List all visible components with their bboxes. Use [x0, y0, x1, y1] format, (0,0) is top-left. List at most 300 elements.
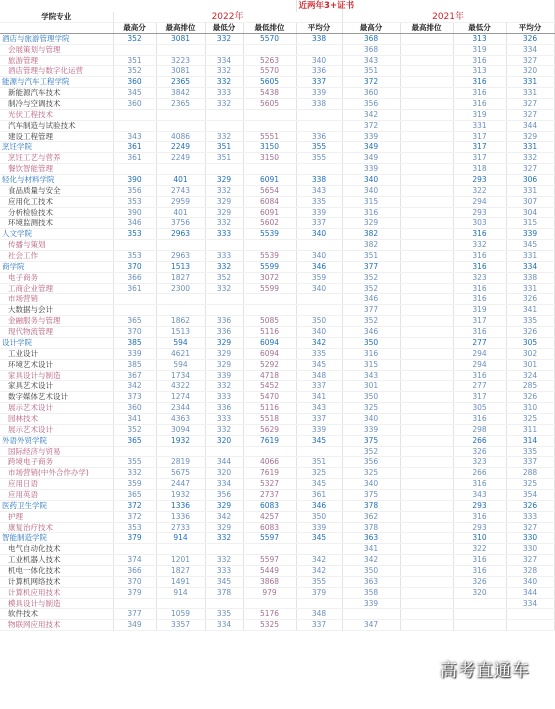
score-cell: 307 — [506, 196, 554, 207]
score-cell — [400, 424, 453, 435]
score-cell: 1059 — [156, 609, 205, 620]
major-row — [0, 316, 554, 327]
score-cell — [113, 44, 156, 55]
score-cell: 4621 — [156, 348, 205, 359]
column-header-row — [0, 23, 554, 34]
major-row — [0, 66, 554, 77]
major-name: 新能源汽车技术 — [0, 88, 113, 99]
score-cell: 327 — [506, 164, 554, 175]
score-cell: 339 — [113, 348, 156, 359]
major-row — [0, 44, 554, 55]
score-cell: 329 — [205, 337, 243, 348]
score-cell: 339 — [342, 424, 400, 435]
score-cell: 345 — [296, 359, 342, 370]
score-cell: 1932 — [156, 435, 205, 446]
score-cell: 5176 — [243, 609, 296, 620]
major-name: 大数据与会计 — [0, 305, 113, 316]
score-cell: 7619 — [243, 468, 296, 479]
score-cell — [296, 544, 342, 555]
score-cell: 377 — [342, 261, 400, 272]
score-cell: 1513 — [156, 261, 205, 272]
score-cell: 3357 — [156, 620, 205, 631]
score-cell — [400, 196, 453, 207]
score-cell: 339 — [205, 370, 243, 381]
score-cell: 338 — [506, 272, 554, 283]
score-cell: 293 — [453, 522, 506, 533]
score-cell: 328 — [506, 565, 554, 576]
score-cell: 336 — [205, 403, 243, 414]
score-cell: 363 — [342, 533, 400, 544]
score-cell: 341 — [113, 413, 156, 424]
score-cell: 343 — [342, 55, 400, 66]
score-cell — [205, 598, 243, 609]
college-name: 酒店与旅游管理学院 — [0, 33, 113, 44]
score-cell: 5597 — [243, 555, 296, 566]
score-cell: 316 — [453, 294, 506, 305]
score-cell — [400, 348, 453, 359]
score-cell: 343 — [113, 131, 156, 142]
score-cell: 3223 — [156, 55, 205, 66]
score-cell: 336 — [296, 66, 342, 77]
score-cell — [243, 120, 296, 131]
score-cell: 3081 — [156, 66, 205, 77]
college-name: 设计学院 — [0, 337, 113, 348]
score-cell: 341 — [506, 305, 554, 316]
score-cell: 3756 — [156, 218, 205, 229]
score-cell — [453, 598, 506, 609]
score-cell: 277 — [453, 381, 506, 392]
major-row — [0, 218, 554, 229]
score-cell: 339 — [342, 131, 400, 142]
score-cell: 322 — [453, 185, 506, 196]
score-cell: 337 — [296, 620, 342, 631]
score-cell: 340 — [296, 327, 342, 338]
score-cell: 337 — [296, 381, 342, 392]
score-cell: 5605 — [243, 77, 296, 88]
score-cell: 349 — [342, 142, 400, 153]
score-cell: 338 — [296, 99, 342, 110]
score-cell — [205, 164, 243, 175]
score-cell: 352 — [205, 272, 243, 283]
score-cell: 375 — [342, 489, 400, 500]
score-cell — [400, 164, 453, 175]
major-row — [0, 164, 554, 175]
score-cell — [243, 446, 296, 457]
score-cell: 325 — [506, 479, 554, 490]
score-cell: 332 — [205, 533, 243, 544]
score-cell: 5085 — [243, 316, 296, 327]
score-cell: 304 — [506, 207, 554, 218]
score-cell: 333 — [205, 413, 243, 424]
score-cell: 331 — [506, 88, 554, 99]
score-cell — [113, 109, 156, 120]
score-cell: 344 — [506, 120, 554, 131]
score-cell: 350 — [342, 337, 400, 348]
watermark-logo-text: 高考直通车 — [440, 661, 530, 681]
score-cell: 329 — [205, 359, 243, 370]
score-cell — [296, 120, 342, 131]
major-row — [0, 251, 554, 262]
major-name: 传播与策划 — [0, 240, 113, 251]
score-cell: 347 — [342, 620, 400, 631]
score-cell: 329 — [205, 522, 243, 533]
score-cell: 335 — [296, 348, 342, 359]
score-cell: 360 — [113, 77, 156, 88]
major-row — [0, 283, 554, 294]
score-cell: 293 — [453, 500, 506, 511]
major-name: 展示艺术设计 — [0, 403, 113, 414]
score-cell: 2365 — [156, 99, 205, 110]
score-cell: 302 — [506, 348, 554, 359]
score-cell: 365 — [113, 316, 156, 327]
score-cell: 332 — [205, 555, 243, 566]
score-cell — [400, 522, 453, 533]
score-cell — [205, 109, 243, 120]
score-cell: 351 — [342, 251, 400, 262]
college-row — [0, 142, 554, 153]
score-cell: 340 — [506, 576, 554, 587]
score-cell: 5539 — [243, 229, 296, 240]
score-cell: 4718 — [243, 370, 296, 381]
score-cell: 336 — [205, 316, 243, 327]
score-cell: 327 — [506, 522, 554, 533]
score-cell — [243, 164, 296, 175]
year-2022-label: 2022年 — [113, 12, 342, 23]
college-name: 外语外贸学院 — [0, 435, 113, 446]
score-cell — [156, 598, 205, 609]
score-cell — [400, 489, 453, 500]
score-cell: 1827 — [156, 565, 205, 576]
score-cell: 266 — [453, 435, 506, 446]
score-cell — [400, 175, 453, 186]
score-cell: 316 — [342, 348, 400, 359]
score-cell: 5675 — [156, 468, 205, 479]
score-cell: 6094 — [243, 337, 296, 348]
page-title: 近两年3+证书 — [296, 0, 342, 12]
score-cell: 316 — [453, 555, 506, 566]
major-name: 环境艺术设计 — [0, 359, 113, 370]
score-cell: 5629 — [243, 424, 296, 435]
score-cell: 361 — [113, 283, 156, 294]
score-cell: 344 — [205, 457, 243, 468]
score-cell: 355 — [296, 142, 342, 153]
score-cell — [400, 413, 453, 424]
score-cell: 5654 — [243, 185, 296, 196]
score-cell: 332 — [205, 218, 243, 229]
score-cell — [296, 294, 342, 305]
major-name: 园林技术 — [0, 413, 113, 424]
column-header: 最高分 — [342, 23, 400, 34]
score-cell — [400, 131, 453, 142]
major-row — [0, 598, 554, 609]
score-cell: 5597 — [243, 533, 296, 544]
score-cell: 338 — [296, 175, 342, 186]
score-cell: 332 — [205, 99, 243, 110]
score-cell: 333 — [506, 511, 554, 522]
score-cell — [400, 468, 453, 479]
score-cell — [243, 240, 296, 251]
score-cell: 329 — [205, 348, 243, 359]
score-cell: 379 — [113, 587, 156, 598]
score-cell: 345 — [506, 240, 554, 251]
score-cell — [400, 294, 453, 305]
score-cell — [400, 555, 453, 566]
college-row — [0, 500, 554, 511]
score-cell — [205, 294, 243, 305]
score-cell: 326 — [506, 500, 554, 511]
major-row — [0, 620, 554, 631]
score-cell: 1862 — [156, 316, 205, 327]
score-cell: 335 — [506, 316, 554, 327]
score-cell: 382 — [342, 240, 400, 251]
score-cell — [400, 33, 453, 44]
score-cell — [400, 500, 453, 511]
major-row — [0, 381, 554, 392]
college-name: 商学院 — [0, 261, 113, 272]
major-row — [0, 555, 554, 566]
score-cell — [400, 565, 453, 576]
score-cell: 333 — [205, 88, 243, 99]
score-cell: 5470 — [243, 392, 296, 403]
score-cell: 351 — [113, 55, 156, 66]
score-cell: 331 — [506, 185, 554, 196]
major-row — [0, 587, 554, 598]
score-cell: 344 — [506, 587, 554, 598]
score-cell: 345 — [296, 479, 342, 490]
score-cell: 355 — [296, 153, 342, 164]
column-header: 最低排位 — [243, 23, 296, 34]
score-cell: 350 — [296, 316, 342, 327]
score-cell: 348 — [296, 370, 342, 381]
score-cell: 329 — [205, 500, 243, 511]
major-name: 软件技术 — [0, 609, 113, 620]
score-cell — [296, 109, 342, 120]
score-cell: 3081 — [156, 33, 205, 44]
score-cell: 329 — [342, 218, 400, 229]
major-row — [0, 109, 554, 120]
score-cell — [296, 446, 342, 457]
score-cell: 353 — [113, 251, 156, 262]
major-row — [0, 327, 554, 338]
score-cell: 325 — [342, 468, 400, 479]
college-name: 医药卫生学院 — [0, 500, 113, 511]
score-cell: 316 — [453, 565, 506, 576]
score-cell: 366 — [113, 565, 156, 576]
score-cell: 351 — [205, 153, 243, 164]
score-cell: 1336 — [156, 511, 205, 522]
score-cell: 2963 — [156, 229, 205, 240]
score-cell: 326 — [453, 576, 506, 587]
score-cell: 345 — [113, 88, 156, 99]
score-cell — [400, 99, 453, 110]
score-cell: 313 — [453, 66, 506, 77]
major-name: 烹饪工艺与营养 — [0, 153, 113, 164]
score-cell: 316 — [453, 55, 506, 66]
score-cell — [400, 479, 453, 490]
score-cell: 3094 — [156, 424, 205, 435]
score-cell — [400, 153, 453, 164]
major-row — [0, 185, 554, 196]
score-cell: 294 — [453, 359, 506, 370]
major-name: 环境监测技术 — [0, 218, 113, 229]
score-cell: 390 — [113, 175, 156, 186]
score-cell: 1491 — [156, 576, 205, 587]
score-cell: 337 — [296, 218, 342, 229]
score-cell: 5327 — [243, 479, 296, 490]
score-cell: 294 — [453, 348, 506, 359]
score-cell: 315 — [342, 359, 400, 370]
score-cell: 356 — [113, 185, 156, 196]
score-cell — [156, 164, 205, 175]
major-name: 电子商务 — [0, 272, 113, 283]
score-cell — [400, 66, 453, 77]
score-cell: 340 — [342, 175, 400, 186]
score-cell: 346 — [296, 500, 342, 511]
score-cell: 314 — [506, 435, 554, 446]
score-cell: 5325 — [243, 620, 296, 631]
score-cell — [400, 446, 453, 457]
score-cell: 332 — [205, 424, 243, 435]
score-cell: 334 — [506, 261, 554, 272]
score-cell: 379 — [113, 533, 156, 544]
score-cell: 350 — [342, 565, 400, 576]
score-cell: 331 — [506, 251, 554, 262]
score-cell: 360 — [113, 99, 156, 110]
score-cell: 332 — [205, 261, 243, 272]
score-cell: 311 — [506, 424, 554, 435]
score-cell: 4257 — [243, 511, 296, 522]
score-cell: 2249 — [156, 153, 205, 164]
college-row — [0, 533, 554, 544]
score-cell: 351 — [205, 142, 243, 153]
score-cell: 335 — [205, 609, 243, 620]
major-name: 市场营销 — [0, 294, 113, 305]
score-cell — [156, 446, 205, 457]
score-cell: 365 — [113, 435, 156, 446]
score-cell — [296, 44, 342, 55]
score-cell: 356 — [342, 99, 400, 110]
score-cell: 327 — [506, 555, 554, 566]
score-cell: 370 — [113, 261, 156, 272]
score-cell: 332 — [453, 240, 506, 251]
score-cell: 349 — [342, 153, 400, 164]
major-name: 应用化工技术 — [0, 196, 113, 207]
score-cell: 342 — [296, 565, 342, 576]
major-name: 现代物流管理 — [0, 327, 113, 338]
score-cell: 348 — [296, 609, 342, 620]
score-cell: 340 — [296, 55, 342, 66]
major-name: 跨境电子商务 — [0, 457, 113, 468]
score-cell — [205, 240, 243, 251]
score-cell: 329 — [506, 131, 554, 142]
score-cell: 359 — [296, 272, 342, 283]
score-cell: 326 — [453, 446, 506, 457]
score-cell: 332 — [205, 381, 243, 392]
score-cell: 316 — [453, 327, 506, 338]
score-cell: 5605 — [243, 99, 296, 110]
score-cell: 334 — [205, 479, 243, 490]
score-cell: 5449 — [243, 565, 296, 576]
score-cell: 316 — [453, 77, 506, 88]
score-cell: 320 — [205, 435, 243, 446]
score-cell — [243, 44, 296, 55]
score-cell — [400, 272, 453, 283]
score-cell: 4086 — [156, 131, 205, 142]
score-cell: 316 — [453, 511, 506, 522]
score-cell: 340 — [342, 479, 400, 490]
score-cell: 334 — [506, 44, 554, 55]
major-name: 餐饮智能管理 — [0, 164, 113, 175]
score-cell: 313 — [453, 33, 506, 44]
score-cell: 305 — [506, 337, 554, 348]
score-cell — [400, 511, 453, 522]
score-cell: 320 — [205, 468, 243, 479]
major-name: 汽车制造与试验技术 — [0, 120, 113, 131]
score-cell — [400, 109, 453, 120]
major-row — [0, 370, 554, 381]
major-name: 电气自动化技术 — [0, 544, 113, 555]
score-cell: 352 — [113, 33, 156, 44]
score-cell: 341 — [342, 544, 400, 555]
score-cell: 331 — [506, 283, 554, 294]
score-cell: 318 — [453, 164, 506, 175]
major-row — [0, 294, 554, 305]
score-cell — [400, 392, 453, 403]
score-cell: 2365 — [156, 77, 205, 88]
score-cell: 351 — [296, 457, 342, 468]
score-cell — [400, 77, 453, 88]
college-row — [0, 435, 554, 446]
score-cell: 334 — [205, 620, 243, 631]
major-name: 数字媒体艺术设计 — [0, 392, 113, 403]
major-row — [0, 544, 554, 555]
major-name: 模具设计与制造 — [0, 598, 113, 609]
major-name: 康复治疗技术 — [0, 522, 113, 533]
score-cell: 301 — [506, 359, 554, 370]
score-cell: 346 — [342, 294, 400, 305]
score-cell: 332 — [205, 77, 243, 88]
major-name: 应用日语 — [0, 479, 113, 490]
score-cell — [400, 218, 453, 229]
major-row — [0, 511, 554, 522]
score-cell: 390 — [113, 207, 156, 218]
major-row — [0, 240, 554, 251]
college-row — [0, 175, 554, 186]
score-cell: 333 — [205, 229, 243, 240]
score-cell: 332 — [205, 283, 243, 294]
score-cell: 5292 — [243, 359, 296, 370]
score-cell: 3150 — [243, 153, 296, 164]
college-name: 烹饪学院 — [0, 142, 113, 153]
score-cell: 342 — [113, 381, 156, 392]
column-header: 平均分 — [506, 23, 554, 34]
score-cell: 288 — [506, 468, 554, 479]
score-cell: 359 — [113, 479, 156, 490]
score-cell: 339 — [296, 88, 342, 99]
major-row — [0, 196, 554, 207]
score-cell: 319 — [453, 44, 506, 55]
score-cell: 343 — [296, 403, 342, 414]
major-name: 家具设计与制造 — [0, 370, 113, 381]
major-name: 工业设计 — [0, 348, 113, 359]
score-cell: 365 — [113, 489, 156, 500]
title-row — [0, 0, 554, 12]
score-cell — [113, 305, 156, 316]
score-cell: 326 — [506, 33, 554, 44]
score-cell: 303 — [453, 218, 506, 229]
score-cell — [400, 283, 453, 294]
major-name: 制冷与空调技术 — [0, 99, 113, 110]
